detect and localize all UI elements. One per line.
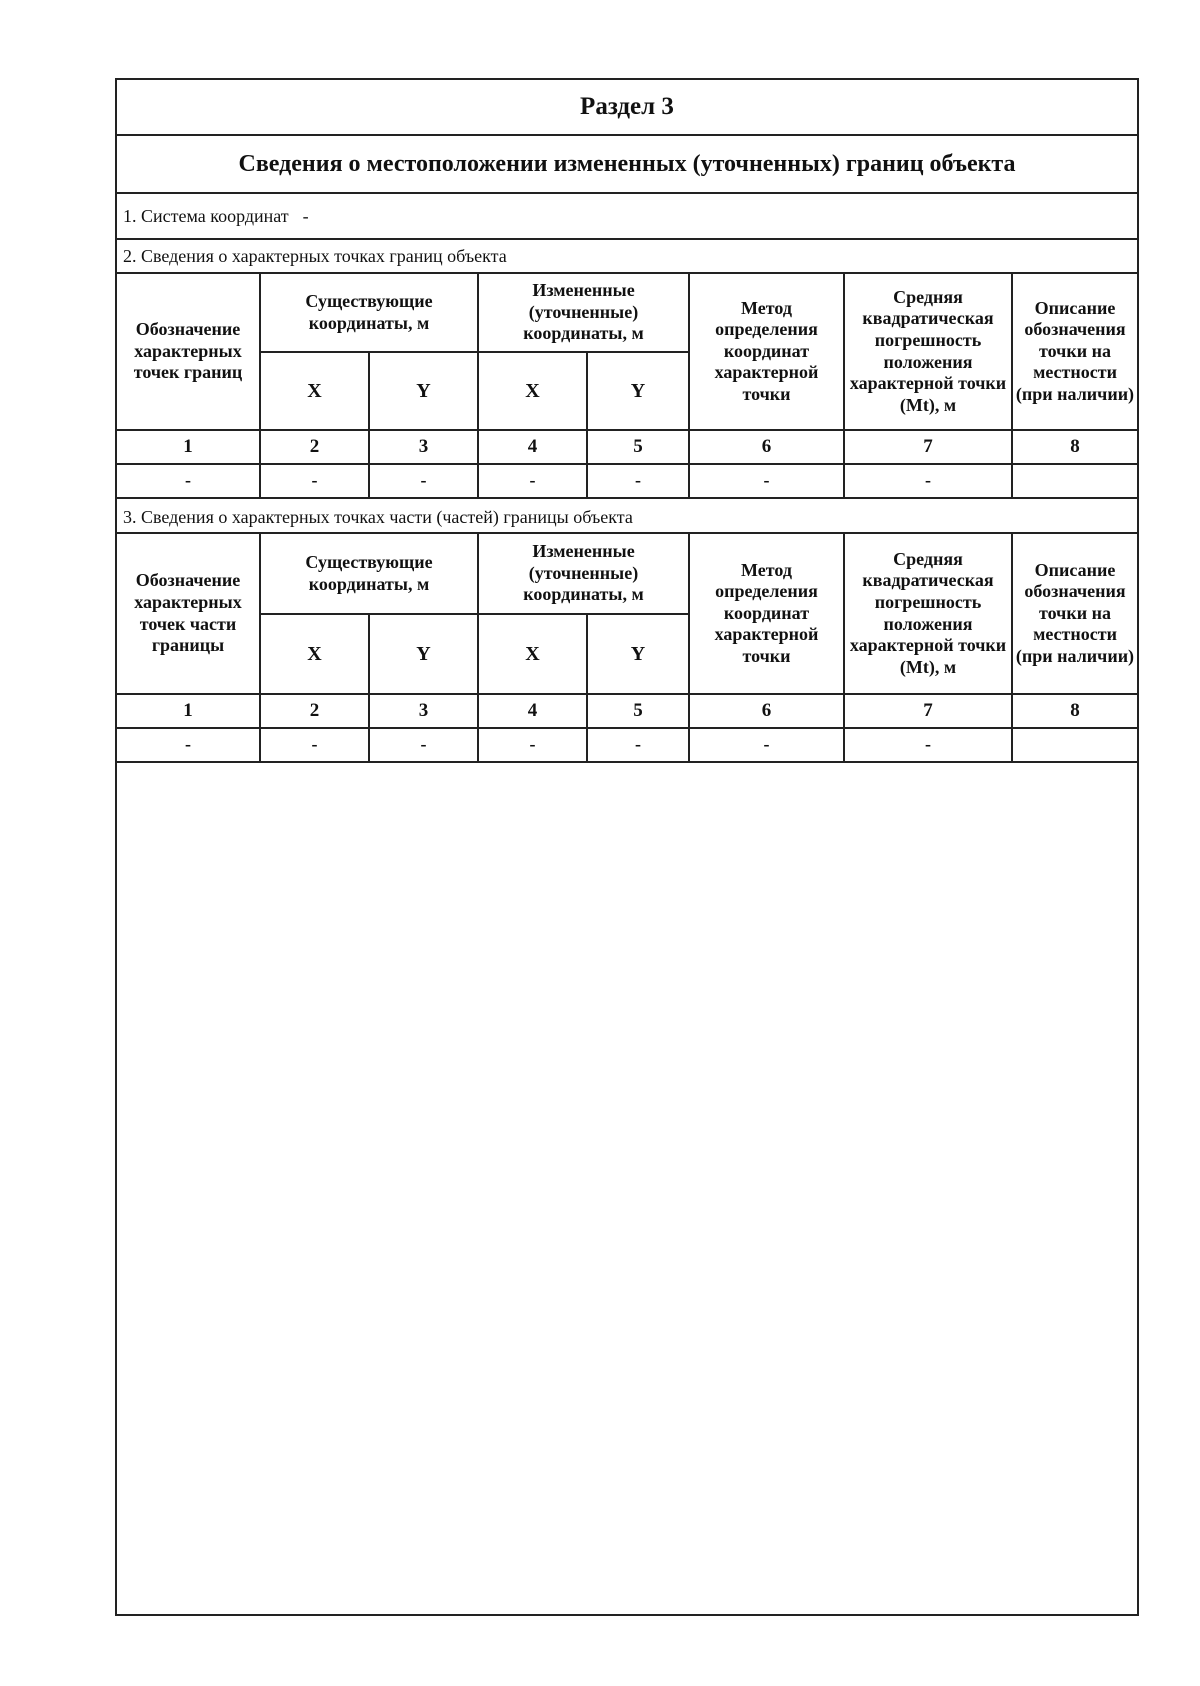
- column-number: 2: [260, 694, 369, 728]
- header-description: Описание обозначения точки на местности (при наличии): [1012, 534, 1137, 694]
- header-changed-y: Y: [587, 352, 689, 430]
- table-cell: -: [260, 728, 369, 762]
- column-number: 8: [1012, 694, 1137, 728]
- header-existing-x: X: [260, 352, 369, 430]
- column-number: 3: [369, 430, 478, 464]
- header-existing-x: X: [260, 614, 369, 694]
- header-changed-coordinates: Измененные (уточненные) координаты, м: [478, 274, 689, 352]
- column-number: 6: [689, 694, 844, 728]
- coordinate-system-value: -: [302, 205, 309, 226]
- header-changed-y: Y: [587, 614, 689, 694]
- header-existing-coordinates: Существующие координаты, м: [260, 274, 478, 352]
- section-title: Раздел 3: [117, 80, 1137, 136]
- table-cell: -: [369, 464, 478, 498]
- table-cell: -: [260, 464, 369, 498]
- column-number: 4: [478, 430, 587, 464]
- header-designation: Обозначение характерных точек части границы: [117, 534, 260, 694]
- table-row: [117, 464, 1137, 498]
- subsection-3-heading: 3. Сведения о характерных точках части (частей) границы объекта: [117, 502, 1137, 534]
- table-cell: -: [587, 464, 689, 498]
- header-method: Метод определения координат характерной точки: [689, 534, 844, 694]
- column-number: 3: [369, 694, 478, 728]
- boundary-points-table: [117, 274, 1137, 499]
- header-mean-square-error: Средняя квадратическая погрешность положения характерной точки (Mt), м: [844, 534, 1012, 694]
- table-row: [117, 728, 1137, 762]
- header-mean-square-error: Средняя квадратическая погрешность положения характерной точки (Mt), м: [844, 274, 1012, 430]
- table-cell: -: [587, 728, 689, 762]
- column-number: 5: [587, 694, 689, 728]
- table-cell: [1012, 728, 1137, 762]
- coordinate-system-line: [117, 194, 1137, 240]
- table-cell: -: [844, 464, 1012, 498]
- header-changed-x: X: [478, 352, 587, 430]
- header-description: Описание обозначения точки на местности (при наличии): [1012, 274, 1137, 430]
- table-cell: [1012, 464, 1137, 498]
- table-cell: -: [478, 728, 587, 762]
- header-method: Метод определения координат характерной точки: [689, 274, 844, 430]
- column-number: 7: [844, 694, 1012, 728]
- header-existing-coordinates: Существующие координаты, м: [260, 534, 478, 614]
- document-title: Сведения о местоположении измененных (уточненных) границ объекта: [117, 136, 1137, 194]
- column-number: 8: [1012, 430, 1137, 464]
- column-number: 6: [689, 430, 844, 464]
- column-number: 7: [844, 430, 1012, 464]
- table-cell: -: [117, 464, 260, 498]
- subsection-2-heading: 2. Сведения о характерных точках границ объекта: [117, 240, 1137, 274]
- table-cell: -: [689, 464, 844, 498]
- header-existing-y: Y: [369, 614, 478, 694]
- table-cell: -: [689, 728, 844, 762]
- column-number: 5: [587, 430, 689, 464]
- table-cell: -: [844, 728, 1012, 762]
- column-number: 1: [117, 430, 260, 464]
- table-cell: -: [117, 728, 260, 762]
- part-boundary-points-table: [117, 534, 1137, 763]
- coordinate-system-label: 1. Система координат: [123, 205, 289, 226]
- column-number: 4: [478, 694, 587, 728]
- column-number: 2: [260, 430, 369, 464]
- header-changed-coordinates: Измененные (уточненные) координаты, м: [478, 534, 689, 614]
- document-frame: [115, 78, 1139, 1616]
- table-cell: -: [369, 728, 478, 762]
- table-cell: -: [478, 464, 587, 498]
- header-changed-x: X: [478, 614, 587, 694]
- header-existing-y: Y: [369, 352, 478, 430]
- column-number: 1: [117, 694, 260, 728]
- header-designation: Обозначение характерных точек границ: [117, 274, 260, 430]
